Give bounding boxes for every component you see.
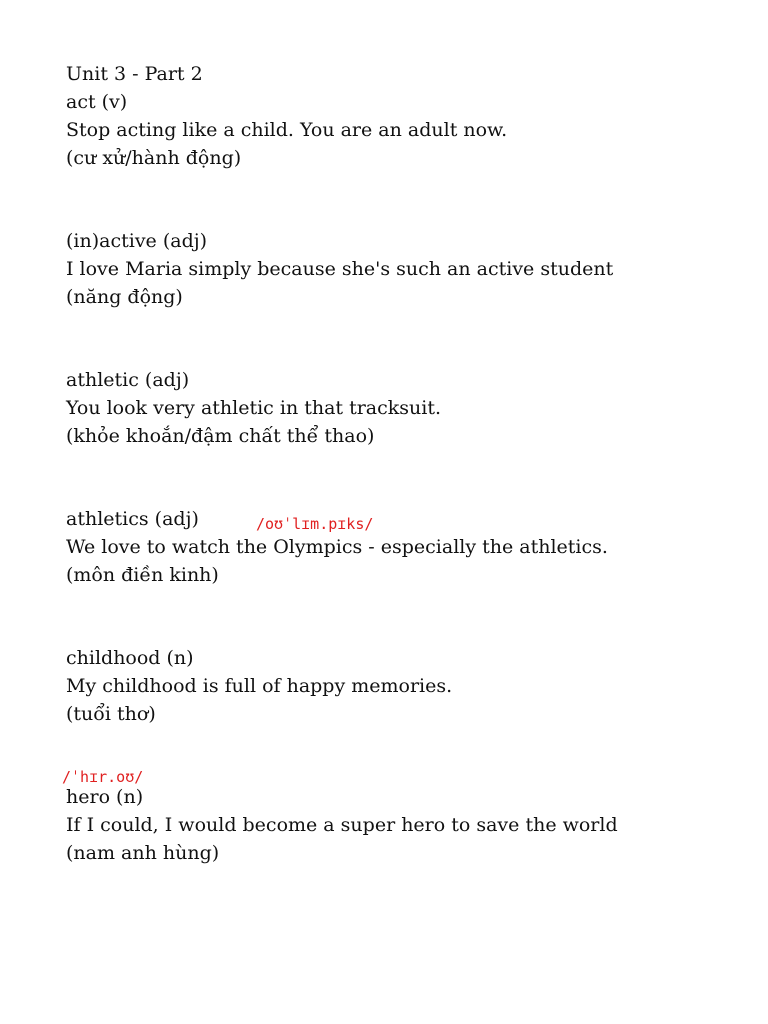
entry-example: If I could, I would become a super hero to save the world	[66, 814, 618, 836]
entry-example: You look very athletic in that tracksuit.	[66, 397, 442, 419]
entry-example: We love to watch the Olympics - especially the athletics.	[66, 536, 608, 558]
entry-meaning: (nam anh hùng)	[66, 842, 220, 864]
entry-word: (in)active (adj)	[66, 230, 208, 252]
entry-meaning: (tuổi thơ)	[66, 703, 156, 725]
entry-word: childhood (n)	[66, 647, 194, 669]
entry-meaning: (môn điền kinh)	[66, 564, 219, 586]
entry-ipa-annotation: /ˈhɪr.oʊ/	[62, 768, 144, 786]
entry-meaning: (năng động)	[66, 286, 183, 308]
entry-meaning: (cư xử/hành động)	[66, 147, 242, 169]
entry-word: act (v)	[66, 91, 128, 113]
entry-word: athletic (adj)	[66, 369, 190, 391]
page-title: Unit 3 - Part 2	[66, 63, 203, 85]
entry-meaning: (khỏe khoắn/đậm chất thể thao)	[66, 425, 375, 447]
entry-word: athletics (adj)	[66, 508, 199, 530]
entry-example: I love Maria simply because she's such an active student	[66, 258, 614, 280]
entry-ipa-annotation: /oʊˈlɪm.pɪks/	[256, 515, 374, 533]
entry-example: My childhood is full of happy memories.	[66, 675, 453, 697]
entry-word: hero (n)	[66, 786, 144, 808]
entry-example: Stop acting like a child. You are an adult now.	[66, 119, 508, 141]
